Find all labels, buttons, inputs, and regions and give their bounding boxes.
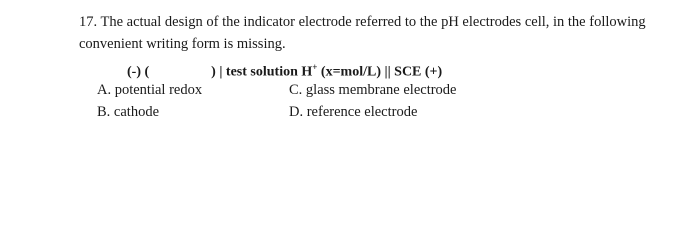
cell-concentration-sce: (x=mol/L) || SCE (+) xyxy=(317,64,443,80)
cell-test-solution: test solution H xyxy=(225,64,313,80)
cell-right-paren: ) xyxy=(211,64,216,80)
question-stem-line-2: convenient writing form is missing. xyxy=(79,36,286,52)
cell-notation xyxy=(127,58,442,82)
option-b: B. cathode xyxy=(97,104,160,120)
option-d: D. reference electrode xyxy=(289,104,418,120)
question-stem-line-1: 17. The actual design of the indicator electrode referred to the pH electrodes cell, in the following xyxy=(79,14,646,30)
cell-anode-sign: (-) ( xyxy=(127,64,150,80)
option-a: A. potential redox xyxy=(97,82,203,98)
option-c: C. glass membrane electrode xyxy=(289,82,457,98)
cell-junction-separator: | xyxy=(215,64,226,80)
cell-superscript-plus: + xyxy=(312,62,318,72)
